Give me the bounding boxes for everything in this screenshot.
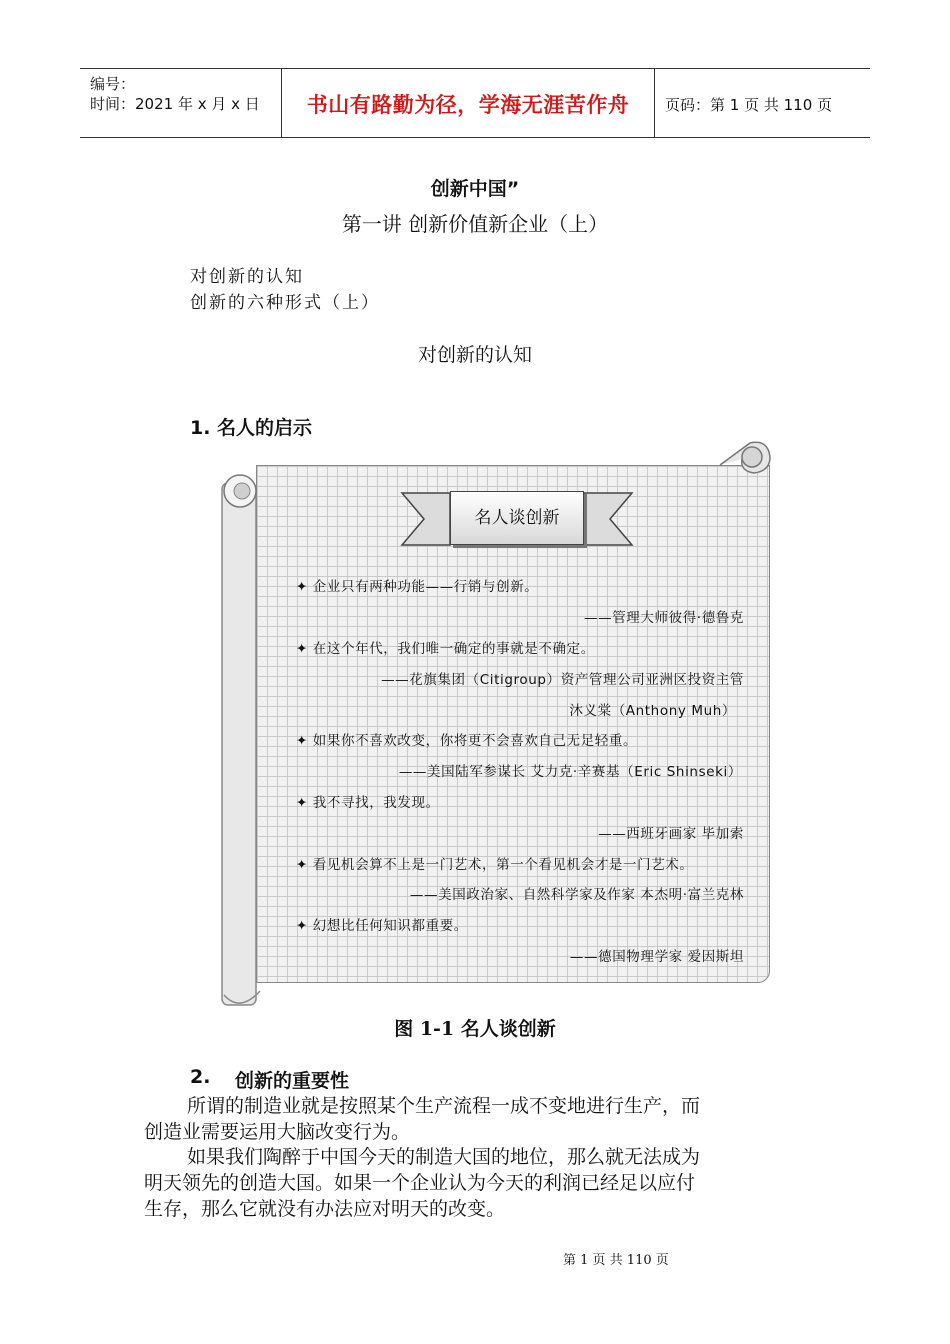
serial-label: 编号： — [90, 75, 136, 93]
page-footer: 第 1 页 共 110 页 — [563, 1253, 669, 1268]
scroll-banner: 名人谈创新 — [450, 491, 584, 545]
quote-author: 沐义棠（Anthony Muh） — [569, 703, 736, 719]
quote-author: ——美国陆军参谋长 艾力克·辛赛基（Eric Shinseki） — [398, 764, 742, 780]
heading-2-text: 创新的重要性 — [235, 1070, 350, 1092]
header-right-cell — [655, 69, 870, 137]
doc-title: 创新中国” — [430, 178, 520, 200]
paragraph-line: 生存，那么它就没有办法应对明天的改变。 — [144, 1198, 506, 1220]
figure-caption: 图 1-1 名人谈创新 — [394, 1018, 556, 1040]
quote-line: ✦ 幻想比任何知识都重要。 — [296, 918, 468, 934]
quote-line: ✦ 看见机会算不上是一门艺术，第一个看见机会才是一门艺术。 — [296, 857, 694, 873]
motto: 书山有路勤为径，学海无涯苦作舟 — [306, 93, 630, 117]
quote-author: ——西班牙画家 毕加索 — [598, 826, 744, 842]
doc-subtitle: 第一讲 创新价值新企业（上） — [341, 212, 609, 236]
quote-line: ✦ 在这个年代，我们唯一确定的事就是不确定。 — [296, 641, 595, 657]
page-code: 页码：第 1 页 共 110 页 — [665, 96, 833, 114]
document-header — [80, 68, 870, 138]
time-label: 时间：2021 年 x 月 x 日 — [90, 95, 260, 113]
section-heading: 对创新的认知 — [417, 344, 532, 366]
quote-author: ——美国政治家、自然科学家及作家 本杰明·富兰克林 — [409, 887, 744, 903]
quote-line: ✦ 如果你不喜欢改变，你将更不会喜欢自己无足轻重。 — [296, 733, 638, 749]
quote-author: ——德国物理学家 爱因斯坦 — [569, 949, 744, 965]
quote-line: ✦ 企业只有两种功能——行销与创新。 — [296, 579, 539, 595]
scroll-illustration — [220, 435, 772, 1010]
quote-author: ——花旗集团（Citigroup）资产管理公司亚洲区投资主管 — [381, 672, 744, 688]
heading-2-number: 2. — [190, 1066, 211, 1088]
toc-item: 创新的六种形式（上） — [190, 293, 380, 313]
quote-line: ✦ 我不寻找，我发现。 — [296, 795, 440, 811]
paragraph-line: 如果我们陶醉于中国今天的制造大国的地位，那么就无法成为 — [187, 1146, 701, 1168]
toc-item: 对创新的认知 — [190, 267, 304, 287]
paragraph-line: 创造业需要运用大脑改变行为。 — [144, 1121, 411, 1143]
header-left-cell — [80, 69, 282, 137]
paragraph-line: 明天领先的创造大国。如果一个企业认为今天的利润已经足以应付 — [144, 1172, 696, 1194]
heading-1: 1. 名人的启示 — [190, 417, 313, 439]
paragraph-line: 所谓的制造业就是按照某个生产流程一成不变地进行生产，而 — [187, 1095, 701, 1117]
quote-author: ——管理大师彼得·德鲁克 — [584, 610, 744, 626]
header-middle-cell — [282, 69, 655, 137]
